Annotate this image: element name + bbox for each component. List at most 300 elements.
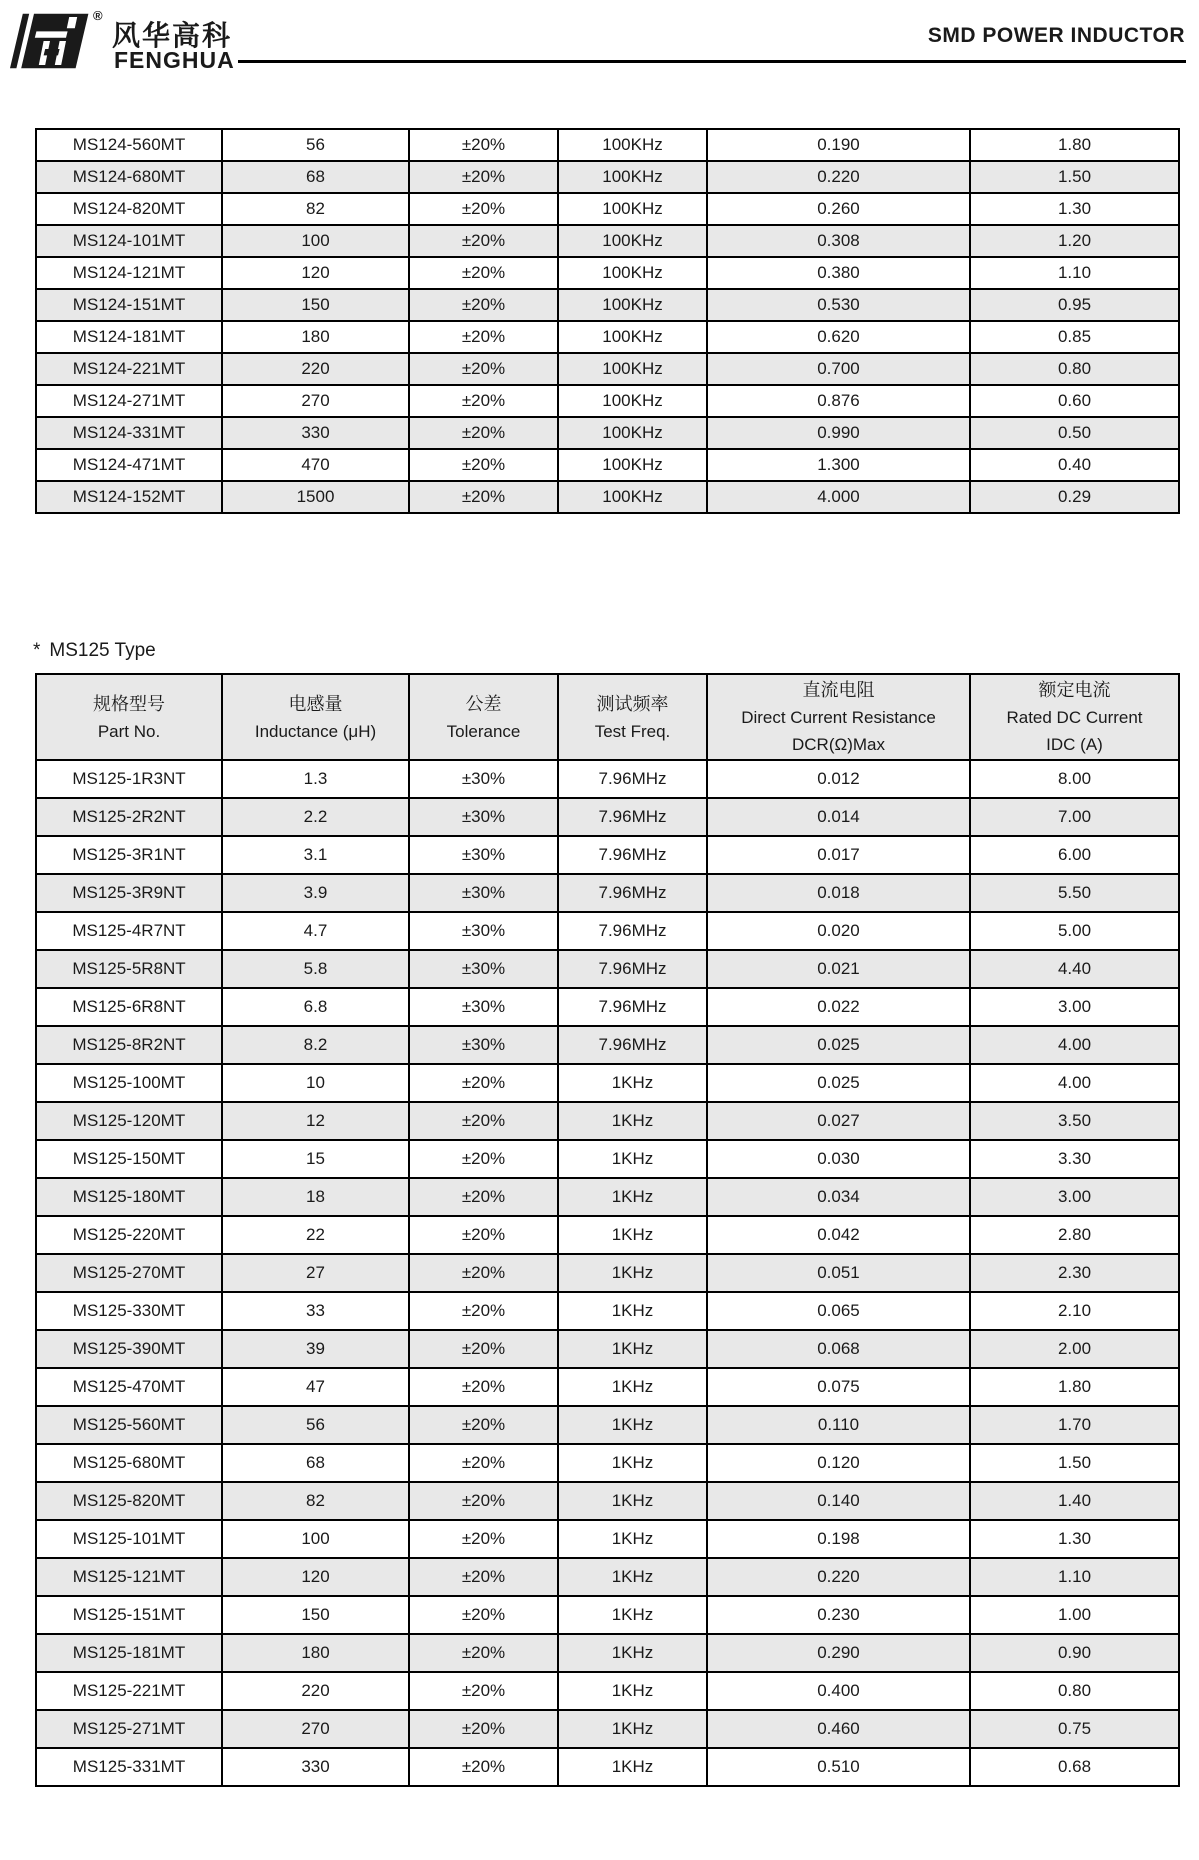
logo-english-name: FENGHUA <box>114 47 235 73</box>
table-row <box>36 1406 1179 1444</box>
table-cell: MS125-820MT <box>36 1482 222 1520</box>
table-cell: 100 <box>222 225 409 257</box>
table-cell: MS125-4R7NT <box>36 912 222 950</box>
table-cell: MS125-120MT <box>36 1102 222 1140</box>
table-cell: 100KHz <box>558 193 707 225</box>
table-cell: 15 <box>222 1140 409 1178</box>
table-row <box>36 257 1179 289</box>
table-cell: ±20% <box>409 257 558 289</box>
table-cell: 2.30 <box>970 1254 1179 1292</box>
table-cell: MS124-101MT <box>36 225 222 257</box>
header-line: DCR(Ω)Max <box>792 735 885 754</box>
table-cell: MS124-152MT <box>36 481 222 513</box>
table-cell: MS124-181MT <box>36 321 222 353</box>
table-cell: ±20% <box>409 1596 558 1634</box>
table-cell: 1.80 <box>970 1368 1179 1406</box>
table-row <box>36 1634 1179 1672</box>
table-cell: 0.030 <box>707 1140 970 1178</box>
table-cell: ±30% <box>409 950 558 988</box>
table-cell: 0.29 <box>970 481 1179 513</box>
table-cell: 100KHz <box>558 385 707 417</box>
table-cell: MS125-121MT <box>36 1558 222 1596</box>
table-cell: 100 <box>222 1520 409 1558</box>
table-cell: 4.40 <box>970 950 1179 988</box>
table-row <box>36 289 1179 321</box>
table-cell: MS125-330MT <box>36 1292 222 1330</box>
table-cell: 4.000 <box>707 481 970 513</box>
table-cell: MS124-221MT <box>36 353 222 385</box>
table-cell: 3.00 <box>970 988 1179 1026</box>
ms124-table-body <box>36 129 1179 513</box>
table-cell: MS124-151MT <box>36 289 222 321</box>
table-cell: 47 <box>222 1368 409 1406</box>
fenghua-logo-icon <box>10 10 90 72</box>
table-cell: 7.96MHz <box>558 988 707 1026</box>
table-cell: 0.220 <box>707 161 970 193</box>
table-cell: 120 <box>222 257 409 289</box>
table-cell: 0.95 <box>970 289 1179 321</box>
table-cell: ±20% <box>409 161 558 193</box>
table-cell: 0.190 <box>707 129 970 161</box>
table-row <box>36 417 1179 449</box>
table-cell: 1KHz <box>558 1292 707 1330</box>
table-row <box>36 1672 1179 1710</box>
table-cell: ±20% <box>409 225 558 257</box>
table-cell: 0.042 <box>707 1216 970 1254</box>
table-cell: 1KHz <box>558 1710 707 1748</box>
page-header <box>0 0 1199 80</box>
table-row <box>36 1710 1179 1748</box>
ms125-table-body <box>36 760 1179 1786</box>
table-cell: 0.400 <box>707 1672 970 1710</box>
table-cell: 0.120 <box>707 1444 970 1482</box>
table-cell: 100KHz <box>558 449 707 481</box>
table-cell: 330 <box>222 417 409 449</box>
table-cell: MS125-6R8NT <box>36 988 222 1026</box>
table-cell: 0.85 <box>970 321 1179 353</box>
ms125-spec-table <box>35 673 1180 1787</box>
table-cell: ±20% <box>409 1406 558 1444</box>
table-cell: 1KHz <box>558 1102 707 1140</box>
table-cell: 8.00 <box>970 760 1179 798</box>
table-cell: 1.80 <box>970 129 1179 161</box>
table-cell: ±20% <box>409 193 558 225</box>
table-cell: MS125-2R2NT <box>36 798 222 836</box>
section-bullet: * <box>33 640 41 661</box>
page-title: SMD POWER INDUCTOR <box>927 24 1185 47</box>
table-cell: MS125-8R2NT <box>36 1026 222 1064</box>
table-cell: ±20% <box>409 1482 558 1520</box>
table-cell: 0.260 <box>707 193 970 225</box>
table-cell: 56 <box>222 1406 409 1444</box>
table-cell: 12 <box>222 1102 409 1140</box>
logo-chinese-name: 风华高科 <box>112 20 233 51</box>
table-cell: 0.460 <box>707 1710 970 1748</box>
table-cell: 3.1 <box>222 836 409 874</box>
table-cell: 1KHz <box>558 1064 707 1102</box>
table-cell: 0.051 <box>707 1254 970 1292</box>
table-cell: 0.018 <box>707 874 970 912</box>
table-cell: 1KHz <box>558 1748 707 1786</box>
table-cell: 0.110 <box>707 1406 970 1444</box>
table-cell: 6.8 <box>222 988 409 1026</box>
table-row <box>36 1596 1179 1634</box>
table-cell: 270 <box>222 385 409 417</box>
table-cell: MS125-270MT <box>36 1254 222 1292</box>
table-cell: MS125-3R9NT <box>36 874 222 912</box>
table-row <box>36 1520 1179 1558</box>
table-cell: 180 <box>222 321 409 353</box>
table-cell: ±20% <box>409 1064 558 1102</box>
table-cell: ±20% <box>409 1254 558 1292</box>
table-cell: 100KHz <box>558 257 707 289</box>
table-cell: ±20% <box>409 1292 558 1330</box>
table-cell: 0.065 <box>707 1292 970 1330</box>
table-cell: ±20% <box>409 289 558 321</box>
table-cell: 6.00 <box>970 836 1179 874</box>
table-row <box>36 1368 1179 1406</box>
table-cell: ±20% <box>409 1710 558 1748</box>
table-cell: 1.20 <box>970 225 1179 257</box>
table-cell: 0.308 <box>707 225 970 257</box>
table-cell: 7.96MHz <box>558 874 707 912</box>
table-cell: 1KHz <box>558 1672 707 1710</box>
table-cell: 5.00 <box>970 912 1179 950</box>
table-cell: ±30% <box>409 988 558 1026</box>
table-cell: 1.30 <box>970 1520 1179 1558</box>
table-cell: MS125-680MT <box>36 1444 222 1482</box>
table-row <box>36 225 1179 257</box>
table-cell: 3.00 <box>970 1178 1179 1216</box>
table-cell: ±20% <box>409 1634 558 1672</box>
registered-trademark-symbol: ® <box>93 8 103 23</box>
table-cell: 2.2 <box>222 798 409 836</box>
table-cell: 2.10 <box>970 1292 1179 1330</box>
table-cell: MS124-560MT <box>36 129 222 161</box>
table-cell: 18 <box>222 1178 409 1216</box>
table-cell: 1KHz <box>558 1178 707 1216</box>
table-cell: MS125-390MT <box>36 1330 222 1368</box>
table-cell: 0.60 <box>970 385 1179 417</box>
table-cell: 0.50 <box>970 417 1179 449</box>
table-cell: 0.876 <box>707 385 970 417</box>
table-cell: 0.230 <box>707 1596 970 1634</box>
column-header-part-no <box>36 674 222 760</box>
table-cell: MS124-471MT <box>36 449 222 481</box>
table-cell: 1KHz <box>558 1444 707 1482</box>
table-cell: 100KHz <box>558 321 707 353</box>
table-cell: 0.290 <box>707 1634 970 1672</box>
table-cell: 470 <box>222 449 409 481</box>
table-cell: 1KHz <box>558 1254 707 1292</box>
table-row <box>36 760 1179 798</box>
table-cell: 82 <box>222 1482 409 1520</box>
table-cell: 0.90 <box>970 1634 1179 1672</box>
table-row <box>36 798 1179 836</box>
table-cell: MS124-271MT <box>36 385 222 417</box>
table-cell: 82 <box>222 193 409 225</box>
table-cell: ±20% <box>409 353 558 385</box>
table-row <box>36 193 1179 225</box>
table-cell: 0.017 <box>707 836 970 874</box>
table-cell: ±20% <box>409 1216 558 1254</box>
table-cell: 1KHz <box>558 1558 707 1596</box>
table-cell: ±30% <box>409 760 558 798</box>
column-header-idc <box>970 674 1179 760</box>
ms124-spec-table <box>35 128 1180 514</box>
table-cell: 2.80 <box>970 1216 1179 1254</box>
table-cell: 68 <box>222 161 409 193</box>
table-cell: MS125-180MT <box>36 1178 222 1216</box>
header-line: 公差 <box>465 693 502 714</box>
table-cell: 5.50 <box>970 874 1179 912</box>
table-cell: MS125-1R3NT <box>36 760 222 798</box>
table-cell: 0.510 <box>707 1748 970 1786</box>
table-cell: 120 <box>222 1558 409 1596</box>
table-cell: 3.9 <box>222 874 409 912</box>
table-cell: MS125-271MT <box>36 1710 222 1748</box>
header-line: Test Freq. <box>594 721 671 741</box>
table-cell: 180 <box>222 1634 409 1672</box>
table-cell: ±20% <box>409 481 558 513</box>
table-row <box>36 1748 1179 1786</box>
table-cell: 330 <box>222 1748 409 1786</box>
table-cell: MS125-220MT <box>36 1216 222 1254</box>
table-cell: 56 <box>222 129 409 161</box>
table-cell: 7.96MHz <box>558 760 707 798</box>
table-cell: 0.022 <box>707 988 970 1026</box>
table-cell: 3.30 <box>970 1140 1179 1178</box>
table-cell: 39 <box>222 1330 409 1368</box>
table-cell: 0.027 <box>707 1102 970 1140</box>
table-cell: 0.68 <box>970 1748 1179 1786</box>
table-cell: 0.198 <box>707 1520 970 1558</box>
table-cell: MS125-151MT <box>36 1596 222 1634</box>
table-row <box>36 1254 1179 1292</box>
table-cell: ±20% <box>409 321 558 353</box>
table-row <box>36 1292 1179 1330</box>
table-cell: 100KHz <box>558 289 707 321</box>
table-cell: 0.014 <box>707 798 970 836</box>
table-cell: 0.220 <box>707 1558 970 1596</box>
table-cell: 7.96MHz <box>558 1026 707 1064</box>
table-cell: MS125-150MT <box>36 1140 222 1178</box>
table-cell: 4.00 <box>970 1026 1179 1064</box>
table-cell: 0.034 <box>707 1178 970 1216</box>
table-cell: 0.140 <box>707 1482 970 1520</box>
table-cell: 150 <box>222 1596 409 1634</box>
table-cell: ±20% <box>409 1368 558 1406</box>
table-cell: 1KHz <box>558 1330 707 1368</box>
table-cell: 0.700 <box>707 353 970 385</box>
column-header-inductance <box>222 674 409 760</box>
table-cell: 1.40 <box>970 1482 1179 1520</box>
table-cell: 0.80 <box>970 1672 1179 1710</box>
table-cell: MS125-181MT <box>36 1634 222 1672</box>
table-row <box>36 449 1179 481</box>
table-cell: 7.96MHz <box>558 950 707 988</box>
table-cell: 2.00 <box>970 1330 1179 1368</box>
table-cell: 1.50 <box>970 1444 1179 1482</box>
table-cell: 1.10 <box>970 1558 1179 1596</box>
table-cell: 0.068 <box>707 1330 970 1368</box>
table-cell: 100KHz <box>558 161 707 193</box>
header-line: Inductance (μH) <box>254 721 377 741</box>
table-row <box>36 1558 1179 1596</box>
table-row <box>36 1444 1179 1482</box>
table-cell: 150 <box>222 289 409 321</box>
column-header-test-freq <box>558 674 707 760</box>
table-cell: 1500 <box>222 481 409 513</box>
header-line: 测试频率 <box>596 693 669 714</box>
table-cell: 1.3 <box>222 760 409 798</box>
header-line: Part No. <box>97 721 161 741</box>
table-cell: 1KHz <box>558 1634 707 1672</box>
table-row <box>36 161 1179 193</box>
table-cell: 7.96MHz <box>558 798 707 836</box>
table-cell: 100KHz <box>558 417 707 449</box>
table-cell: 1.00 <box>970 1596 1179 1634</box>
table-row <box>36 1216 1179 1254</box>
table-cell: ±20% <box>409 1748 558 1786</box>
header-line: Rated DC Current <box>1006 708 1143 727</box>
table-cell: ±30% <box>409 798 558 836</box>
header-row <box>36 674 1179 760</box>
table-cell: 1KHz <box>558 1520 707 1558</box>
header-line: Tolerance <box>446 721 521 741</box>
table-cell: ±30% <box>409 836 558 874</box>
table-cell: 68 <box>222 1444 409 1482</box>
table-cell: ±20% <box>409 129 558 161</box>
table-cell: 100KHz <box>558 353 707 385</box>
table-cell: 1KHz <box>558 1596 707 1634</box>
table-cell: MS125-100MT <box>36 1064 222 1102</box>
table-cell: ±20% <box>409 449 558 481</box>
table-cell: ±20% <box>409 1178 558 1216</box>
table-cell: 7.96MHz <box>558 912 707 950</box>
table-cell: 220 <box>222 1672 409 1710</box>
section-title: MS125 Type <box>49 640 156 661</box>
table-row <box>36 1026 1179 1064</box>
table-row <box>36 836 1179 874</box>
header-line: 额定电流 <box>1038 680 1111 700</box>
table-cell: ±30% <box>409 912 558 950</box>
table-cell: 0.075 <box>707 1368 970 1406</box>
table-cell: 100KHz <box>558 481 707 513</box>
table-cell: 0.025 <box>707 1026 970 1064</box>
table-cell: MS125-101MT <box>36 1520 222 1558</box>
header-line: 直流电阻 <box>802 680 875 700</box>
table-cell: 0.530 <box>707 289 970 321</box>
table-row <box>36 912 1179 950</box>
table-cell: MS124-121MT <box>36 257 222 289</box>
table-row <box>36 1330 1179 1368</box>
column-header-tolerance <box>409 674 558 760</box>
table-cell: 270 <box>222 1710 409 1748</box>
table-cell: 7.00 <box>970 798 1179 836</box>
table-cell: ±30% <box>409 874 558 912</box>
table-row <box>36 950 1179 988</box>
table-cell: 5.8 <box>222 950 409 988</box>
table-cell: ±20% <box>409 385 558 417</box>
table-cell: 220 <box>222 353 409 385</box>
table-row <box>36 1178 1179 1216</box>
table-cell: 0.75 <box>970 1710 1179 1748</box>
table-row <box>36 988 1179 1026</box>
table-cell: 0.025 <box>707 1064 970 1102</box>
table-cell: 1.300 <box>707 449 970 481</box>
table-cell: MS124-820MT <box>36 193 222 225</box>
table-cell: MS125-3R1NT <box>36 836 222 874</box>
table-cell: 1.10 <box>970 257 1179 289</box>
table-cell: 100KHz <box>558 225 707 257</box>
table-cell: 0.620 <box>707 321 970 353</box>
ms125-section-label <box>33 640 156 662</box>
table-cell: 33 <box>222 1292 409 1330</box>
table-cell: MS124-680MT <box>36 161 222 193</box>
table-row <box>36 129 1179 161</box>
table-cell: ±30% <box>409 1026 558 1064</box>
table-cell: ±20% <box>409 1520 558 1558</box>
table-row <box>36 385 1179 417</box>
table-row <box>36 353 1179 385</box>
table-cell: ±20% <box>409 417 558 449</box>
header-line: IDC (A) <box>1046 735 1103 754</box>
table-cell: 1KHz <box>558 1216 707 1254</box>
header-line: 规格型号 <box>93 693 165 714</box>
table-cell: 8.2 <box>222 1026 409 1064</box>
table-row <box>36 1140 1179 1178</box>
table-cell: 0.021 <box>707 950 970 988</box>
table-cell: ±20% <box>409 1102 558 1140</box>
table-cell: 0.012 <box>707 760 970 798</box>
table-cell: 0.380 <box>707 257 970 289</box>
ms125-table-header <box>36 674 1179 760</box>
table-cell: 1KHz <box>558 1140 707 1178</box>
table-row <box>36 321 1179 353</box>
table-cell: ±20% <box>409 1558 558 1596</box>
table-cell: MS124-331MT <box>36 417 222 449</box>
table-cell: MS125-470MT <box>36 1368 222 1406</box>
table-cell: 1KHz <box>558 1482 707 1520</box>
table-cell: ±20% <box>409 1444 558 1482</box>
table-cell: MS125-5R8NT <box>36 950 222 988</box>
table-cell: MS125-221MT <box>36 1672 222 1710</box>
table-cell: 0.80 <box>970 353 1179 385</box>
table-cell: ±20% <box>409 1330 558 1368</box>
table-row <box>36 874 1179 912</box>
table-cell: ±20% <box>409 1672 558 1710</box>
table-row <box>36 1482 1179 1520</box>
table-cell: 22 <box>222 1216 409 1254</box>
table-row <box>36 481 1179 513</box>
table-cell: 10 <box>222 1064 409 1102</box>
table-cell: 4.7 <box>222 912 409 950</box>
table-cell: 1.30 <box>970 193 1179 225</box>
header-line: Direct Current Resistance <box>741 708 936 727</box>
table-cell: 7.96MHz <box>558 836 707 874</box>
table-cell: ±20% <box>409 1140 558 1178</box>
table-cell: MS125-560MT <box>36 1406 222 1444</box>
table-cell: MS125-331MT <box>36 1748 222 1786</box>
header-line: 电感量 <box>288 693 343 714</box>
table-cell: 27 <box>222 1254 409 1292</box>
table-cell: 4.00 <box>970 1064 1179 1102</box>
table-row <box>36 1102 1179 1140</box>
table-cell: 100KHz <box>558 129 707 161</box>
table-cell: 1KHz <box>558 1368 707 1406</box>
column-header-dcr <box>707 674 970 760</box>
